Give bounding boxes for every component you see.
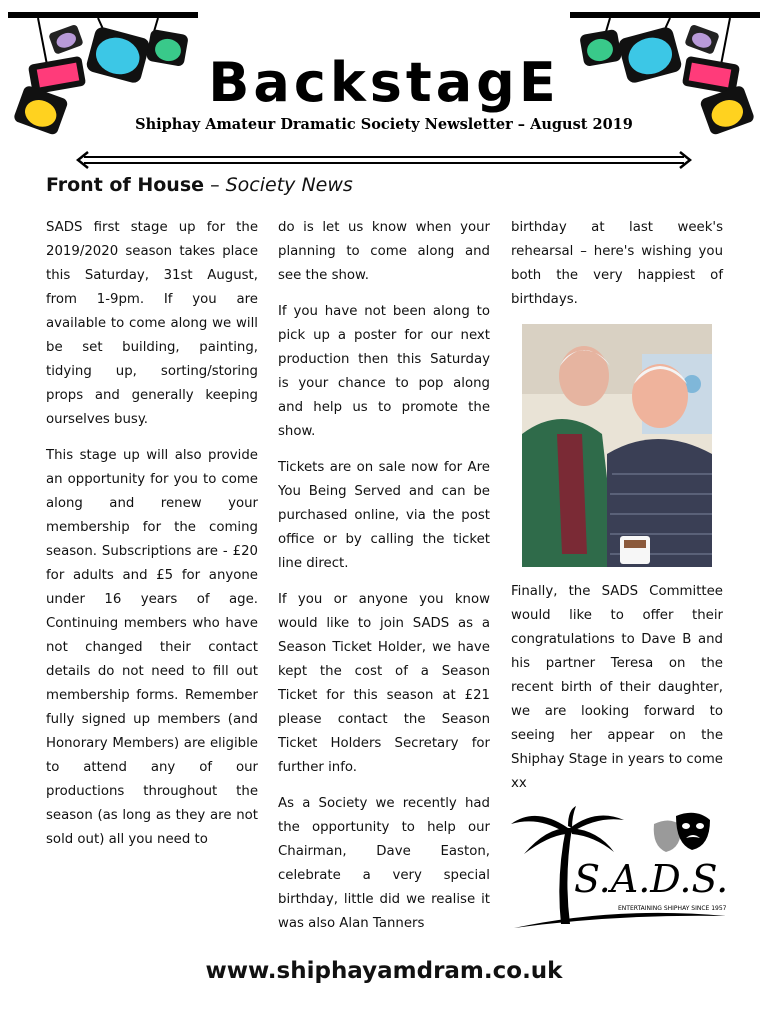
- birthday-photo: [522, 324, 712, 567]
- article-column-2: [278, 216, 490, 948]
- article-column-3: [511, 216, 723, 324]
- article-paragraph: If you have not been along to pick up a poster for our next production then this Saturday is your chance to pop along and help us to promote the show.: [278, 304, 490, 439]
- sads-logo-letters: S.A.D.S.: [574, 857, 729, 901]
- article-paragraph: SADS first stage up for the 2019/2020 season takes place this Saturday, 31st August, from 1-9pm. If you are available to come along we will be set building, painting, tidying up, sorting/storing props and generally keeping ourselves busy.: [46, 220, 258, 427]
- article-paragraph: Finally, the SADS Committee would like to offer their congratulations to Dave B and his partner Teresa on the recent birth of their daughter, we are looking forward to seeing her appear on the Shiphay Stage in years to come xx: [511, 584, 723, 791]
- double-arrow-divider: [74, 150, 694, 170]
- sads-logo-tagline: ENTERTAINING SHIPHAY SINCE 1957: [618, 905, 727, 912]
- article-paragraph: Tickets are on sale now for Are You Being Served and can be purchased online, via the post office or by calling the ticket line direct.: [278, 460, 490, 571]
- sads-logo: [506, 806, 732, 932]
- article-column-3-continued: [511, 580, 723, 796]
- article-paragraph: This stage up will also provide an opportunity for you to come along and renew your membership for the coming season. Subscriptions are - £20 for adults and £5 for anyone under 16 years of age. Continuing members who have not changed their contact details do not need to fill out membership forms. Remember fully signed up members (and Honorary Members) are eligible to attend any of our productions throughout the season (as long as they are not sold out) all you need to: [46, 448, 258, 847]
- section-heading-main: Front of House: [46, 174, 205, 196]
- website-url[interactable]: www.shiphayamdram.co.uk: [205, 958, 563, 984]
- section-heading-sub: Society News: [225, 174, 353, 196]
- section-heading-separator: –: [204, 174, 226, 196]
- article-paragraph: If you or anyone you know would like to join SADS as a Season Ticket Holder, we have kept the cost of a Season Ticket for this season at £21 please contact the Season Ticket Holders Secretary for further info.: [278, 592, 490, 775]
- article-paragraph: As a Society we recently had the opportunity to help our Chairman, Dave Easton, celebrate a very special birthday, little did we realise it was also Alan Tanners: [278, 796, 490, 931]
- newsletter-subtitle: Shiphay Amateur Dramatic Society Newsletter – August 2019: [135, 116, 633, 133]
- article-paragraph: birthday at last week's rehearsal – here's wishing you both the very happiest of birthdays.: [511, 220, 723, 307]
- article-paragraph: do is let us know when your planning to come along and see the show.: [278, 220, 490, 283]
- newsletter-title: BackstagE: [208, 51, 560, 114]
- theatre-masks-icon: [654, 813, 710, 852]
- section-heading: [46, 174, 353, 196]
- article-column-1: [46, 216, 258, 864]
